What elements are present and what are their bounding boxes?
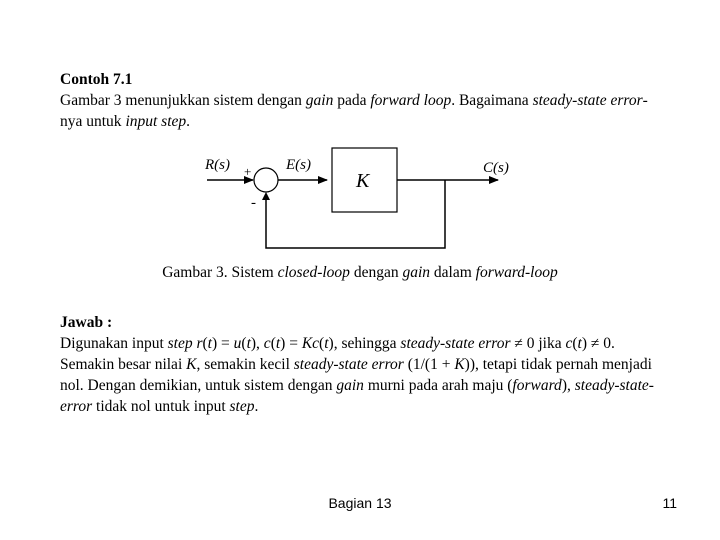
output-label: C(s) xyxy=(483,160,509,176)
feedback-arrowhead xyxy=(262,192,270,200)
figure-caption: Gambar 3. Sistem closed-loop dengan gain dalam forward-loop xyxy=(162,264,558,281)
example-title: Contoh 7.1 xyxy=(60,71,133,88)
answer-heading: Jawab : xyxy=(60,314,113,331)
minus-sign: - xyxy=(251,195,256,211)
summing-junction xyxy=(254,168,278,192)
input-label: R(s) xyxy=(205,157,230,173)
intro-paragraph: Gambar 3 menunjukkan sistem dengan gain pada forward loop. Bagaimana steady-state error-nya untuk input step. xyxy=(60,92,648,130)
footer-section: Bagian 13 xyxy=(328,495,392,511)
error-label: E(s) xyxy=(286,157,311,173)
answer-paragraph: Digunakan input step r(t) = u(t), c(t) = Kc(t), sehingga steady-state error ≠ 0 jika c(t) ≠ 0. Semakin besar nilai K, semakin kecil steady-state error (1/(1 + K)), tetapi tidak pernah menjadi nol. Dengan demikian, untuk sistem dengan gain murni pada arah maju (forward), steady-state-error tidak nol untuk input step. xyxy=(60,335,654,415)
plus-sign: + xyxy=(244,164,252,179)
page-number: 11 xyxy=(662,495,677,511)
block-label: K xyxy=(356,170,370,192)
